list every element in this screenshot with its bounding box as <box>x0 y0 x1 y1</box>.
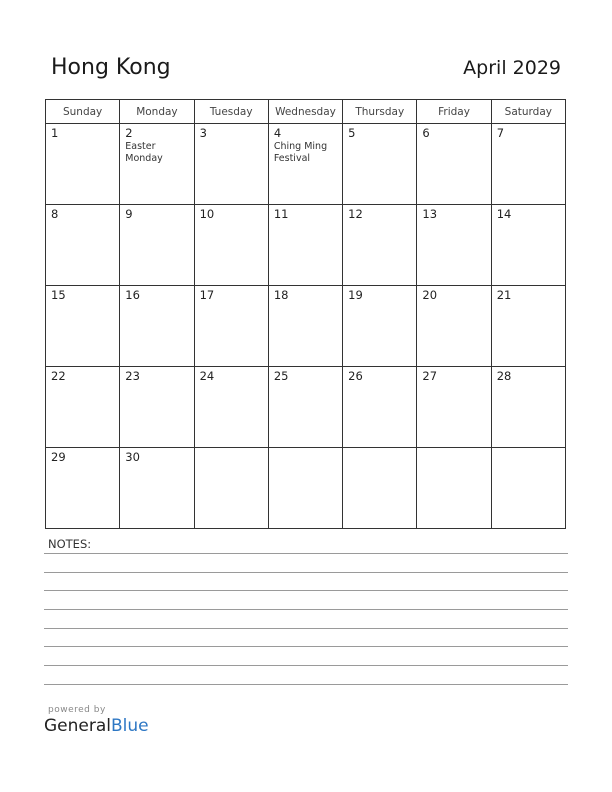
notes-line <box>44 553 568 554</box>
holiday-label: Easter Monday <box>125 141 163 164</box>
day-number: 10 <box>199 207 215 221</box>
day-cell <box>491 367 565 448</box>
day-number: 13 <box>422 207 438 221</box>
day-cell <box>120 367 194 448</box>
day-cell <box>120 286 194 367</box>
day-number: 5 <box>348 126 356 140</box>
day-cell <box>417 124 491 205</box>
day-cell <box>417 205 491 286</box>
week-row <box>46 205 566 286</box>
calendar-grid <box>45 99 566 529</box>
logo-blue-text: Blue <box>111 716 149 736</box>
day-number: 8 <box>51 207 59 221</box>
weekday-friday: Friday <box>417 100 491 124</box>
day-cell <box>491 286 565 367</box>
day-cell <box>268 124 342 205</box>
weekday-sunday: Sunday <box>46 100 120 124</box>
weekday-thursday: Thursday <box>343 100 417 124</box>
day-cell <box>46 205 120 286</box>
day-number: 3 <box>199 126 207 140</box>
holiday-label: Ching Ming Festival <box>273 141 328 164</box>
week-row <box>46 367 566 448</box>
day-cell <box>417 286 491 367</box>
day-cell <box>194 448 268 529</box>
day-number: 11 <box>273 207 289 221</box>
day-number: 4 <box>273 126 282 140</box>
notes-line <box>44 684 568 685</box>
day-number: 16 <box>125 288 140 302</box>
month-title: April 2029 <box>463 57 561 79</box>
region-title: Hong Kong <box>51 55 171 80</box>
notes-line <box>44 590 568 591</box>
day-number: 30 <box>125 450 140 464</box>
day-cell <box>46 448 120 529</box>
notes-line <box>44 572 568 573</box>
day-cell <box>268 286 342 367</box>
day-cell <box>491 448 565 529</box>
day-number: 18 <box>273 288 289 302</box>
weekday-header-row <box>46 100 566 124</box>
notes-line <box>44 646 568 647</box>
day-number: 29 <box>51 450 66 464</box>
day-cell <box>120 448 194 529</box>
day-number: 24 <box>199 369 215 383</box>
notes-line <box>44 628 568 629</box>
week-row <box>46 124 566 205</box>
day-cell <box>268 205 342 286</box>
day-number: 25 <box>273 369 289 383</box>
day-cell <box>268 448 342 529</box>
week-row <box>46 448 566 529</box>
day-number: 20 <box>422 288 438 302</box>
week-row <box>46 286 566 367</box>
generalblue-logo[interactable] <box>44 716 149 736</box>
day-number: 21 <box>496 288 512 302</box>
day-number: 26 <box>348 369 363 383</box>
day-number: 14 <box>496 207 512 221</box>
day-number: 15 <box>51 288 66 302</box>
powered-by-text: powered by <box>48 705 106 715</box>
day-number: 19 <box>348 288 363 302</box>
day-cell <box>194 205 268 286</box>
day-cell <box>417 448 491 529</box>
weekday-tuesday: Tuesday <box>194 100 268 124</box>
logo-general-text: General <box>44 716 111 736</box>
day-number: 28 <box>496 369 512 383</box>
notes-line <box>44 665 568 666</box>
day-cell <box>120 205 194 286</box>
day-cell <box>46 367 120 448</box>
weekday-monday: Monday <box>120 100 194 124</box>
day-number: 7 <box>496 126 505 140</box>
day-cell <box>343 448 417 529</box>
day-number: 9 <box>125 207 133 221</box>
day-cell <box>343 286 417 367</box>
day-cell <box>194 367 268 448</box>
day-number: 6 <box>422 126 430 140</box>
day-cell <box>417 367 491 448</box>
day-cell <box>343 367 417 448</box>
day-cell <box>120 124 194 205</box>
day-cell <box>343 205 417 286</box>
weekday-saturday: Saturday <box>491 100 565 124</box>
day-number: 17 <box>199 288 215 302</box>
notes-label: NOTES: <box>48 537 92 551</box>
day-number: 12 <box>348 207 363 221</box>
day-cell <box>491 205 565 286</box>
day-cell <box>343 124 417 205</box>
day-cell <box>46 286 120 367</box>
day-number: 2 <box>125 126 133 140</box>
day-number: 1 <box>51 126 59 140</box>
day-number: 22 <box>51 369 66 383</box>
weekday-wednesday: Wednesday <box>268 100 342 124</box>
day-cell <box>194 286 268 367</box>
day-cell <box>194 124 268 205</box>
day-number: 27 <box>422 369 438 383</box>
day-cell <box>46 124 120 205</box>
day-cell <box>268 367 342 448</box>
day-number: 23 <box>125 369 140 383</box>
notes-line <box>44 609 568 610</box>
day-cell <box>491 124 565 205</box>
